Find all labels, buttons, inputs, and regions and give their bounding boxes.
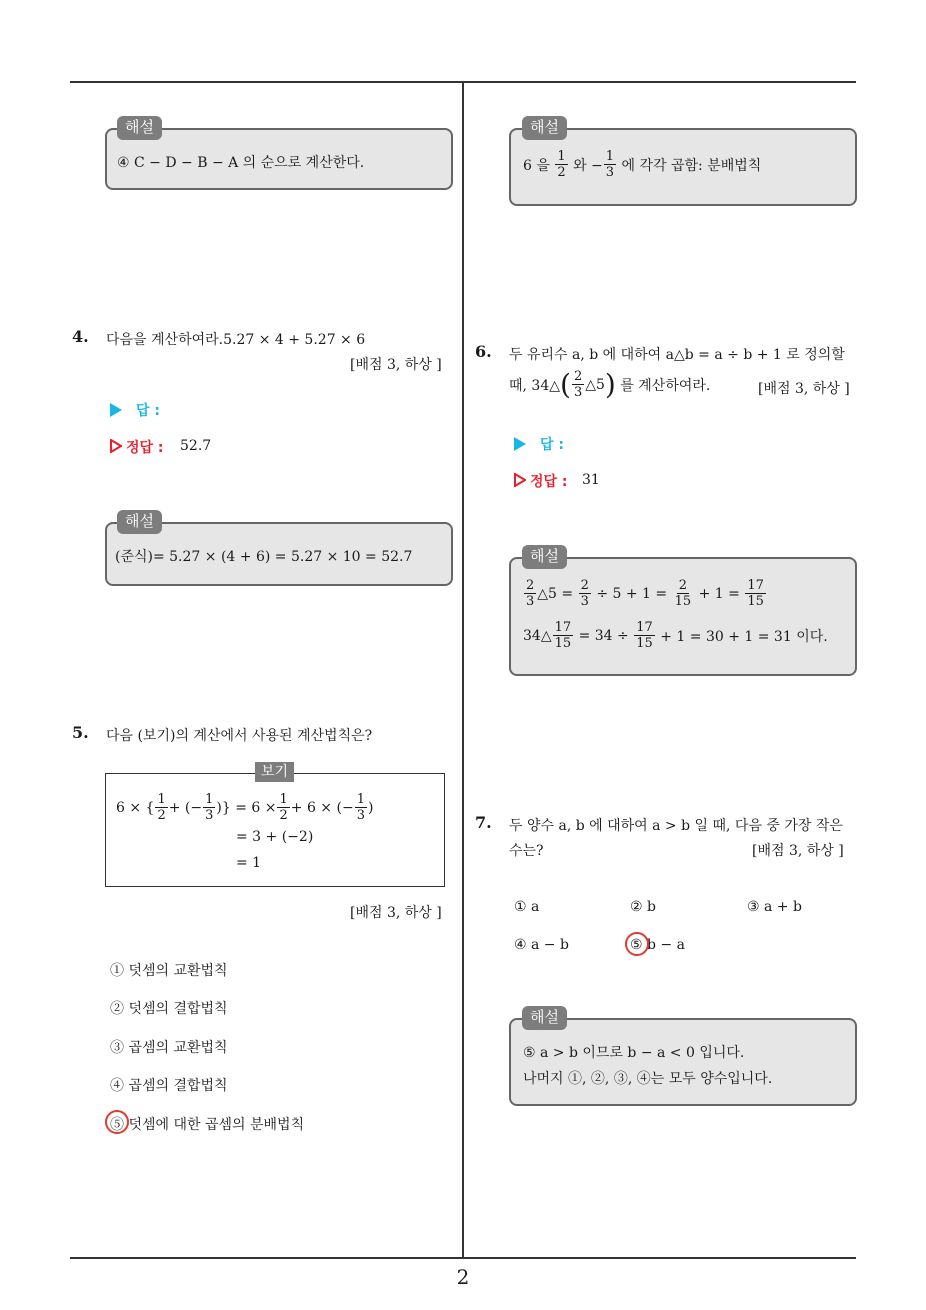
- option-5-3[interactable]: ③ 곱셈의 교환법칙: [110, 1040, 228, 1056]
- option-7-5[interactable]: ⑤ b − a: [630, 937, 685, 953]
- question-number-7: 7.: [475, 813, 492, 832]
- selected-mark-circle: [105, 1110, 129, 1134]
- answer-label-text: 답 :: [540, 437, 564, 453]
- question-text-6-line1: 두 유리수 a, b 에 대하여 a△b = a ÷ b + 1 로 정의할: [509, 347, 845, 363]
- option-5-2[interactable]: ② 덧셈의 결합법칙: [110, 1001, 228, 1017]
- answer-label-6: [514, 434, 564, 454]
- bottom-rule: [70, 1257, 856, 1259]
- fraction-third: $\frac{1}{3}$: [205, 792, 214, 823]
- answer-label-4: [110, 400, 160, 420]
- fraction-half: $\frac{1}{2}$: [279, 792, 288, 823]
- explanation-box-q6: [509, 557, 857, 676]
- explanation-tag: 해설: [117, 116, 162, 140]
- question-text-4: 다음을 계산하여라.5.27 × 4 + 5.27 × 6: [106, 332, 366, 348]
- question-meta-7: [배점 3, 하상 ]: [752, 843, 844, 859]
- explanation-tag: 해설: [522, 116, 567, 140]
- column-divider: [462, 82, 464, 1259]
- explanation-text: ⑤ a > b 이므로 b − a < 0 입니다.: [523, 1045, 745, 1061]
- bogi-line-3: = 1: [236, 855, 262, 871]
- option-5-5[interactable]: ⑤ 덧셈에 대한 곱셈의 분배법칙: [110, 1117, 305, 1133]
- bogi-text: )} = 6 ×: [216, 799, 277, 816]
- fraction: $\frac{2}{3}$: [573, 369, 583, 400]
- explanation-tag: 해설: [117, 510, 162, 534]
- bogi-line-2: = 3 + (−2): [236, 829, 314, 845]
- bogi-text: ): [367, 799, 374, 816]
- bogi-line-1: [116, 793, 373, 822]
- explanation-row-2: 34△ $\frac{17}{15}$ = 34 ÷ $\frac{17}{15}$ + 1 = 30 + 1 = 31 이다.: [523, 620, 828, 651]
- option-7-4[interactable]: ④ a − b: [514, 937, 569, 953]
- question-number-5: 5.: [72, 723, 89, 742]
- play-icon: [110, 403, 122, 417]
- option-7-3[interactable]: ③ a + b: [747, 899, 802, 915]
- fraction: $\frac{1}{3}$: [605, 149, 615, 180]
- correct-label-text: 정답 :: [530, 474, 568, 490]
- bogi-text: + (−: [168, 799, 203, 816]
- question-number-4: 4.: [72, 327, 89, 346]
- correct-answer-6: 31: [582, 472, 600, 488]
- explanation-box-q7: [509, 1018, 857, 1106]
- selected-mark-circle: [625, 932, 649, 956]
- bogi-tag: 보기: [255, 762, 294, 782]
- question-meta-4: [배점 3, 하상 ]: [350, 357, 442, 373]
- fraction: $\frac{1}{2}$: [557, 149, 566, 180]
- correct-answer-4: 52.7: [180, 438, 212, 454]
- fraction-third: $\frac{1}{3}$: [356, 792, 365, 823]
- explanation-text: 6 을 $\frac{1}{2}$ 와 − $\frac{1}{3}$ 에 각각 곱함: 분배법칙: [523, 149, 762, 180]
- explanation-row-1: $\frac{2}{3}$ △5 = $\frac{2}{3}$ ÷ 5 + 1 = $\frac{2}{15}$ + 1 = $\frac{17}{15}$: [526, 578, 764, 609]
- option-7-1[interactable]: ① a: [514, 899, 540, 915]
- question-text-6-line2: 때, 34△ ( $\frac{2}{3}$ △5 ) 를 계산하여라.: [509, 367, 711, 401]
- correct-label-6: [514, 471, 568, 491]
- explanation-tag: 해설: [522, 1006, 567, 1030]
- option-5-4[interactable]: ④ 곱셈의 결합법칙: [110, 1078, 228, 1094]
- option-5-1[interactable]: ① 덧셈의 교환법칙: [110, 963, 228, 979]
- question-number-6: 6.: [475, 342, 492, 361]
- fraction-half: $\frac{1}{2}$: [157, 792, 166, 823]
- bogi-text: 6 × {: [116, 799, 155, 816]
- outline-play-icon: [514, 473, 524, 485]
- question-meta-5: [배점 3, 하상 ]: [350, 905, 442, 921]
- question-meta-6: [배점 3, 하상 ]: [758, 381, 850, 397]
- play-icon: [514, 437, 526, 451]
- page-number: 2: [456, 1265, 470, 1289]
- correct-label-text: 정답 :: [126, 440, 164, 456]
- explanation-tag: 해설: [522, 545, 567, 569]
- question-text-7-line1: 두 양수 a, b 에 대하여 a > b 일 때, 다음 중 가장 작은: [509, 818, 843, 834]
- question-text-7-line2: 수는?: [509, 843, 544, 859]
- explanation-text: ④ C − D − B − A 의 순으로 계산한다.: [117, 155, 365, 171]
- option-7-2[interactable]: ② b: [630, 899, 656, 915]
- bogi-text: + 6 × (−: [290, 799, 354, 816]
- outline-play-icon: [110, 439, 120, 451]
- question-text-5: 다음 (보기)의 계산에서 사용된 계산법칙은?: [106, 728, 373, 744]
- answer-label-text: 답 :: [136, 403, 160, 419]
- explanation-text: (준식)= 5.27 × (4 + 6) = 5.27 × 10 = 52.7: [115, 549, 413, 565]
- correct-label-4: [110, 437, 164, 457]
- explanation-text: 나머지 ①, ②, ③, ④는 모두 양수입니다.: [523, 1071, 773, 1087]
